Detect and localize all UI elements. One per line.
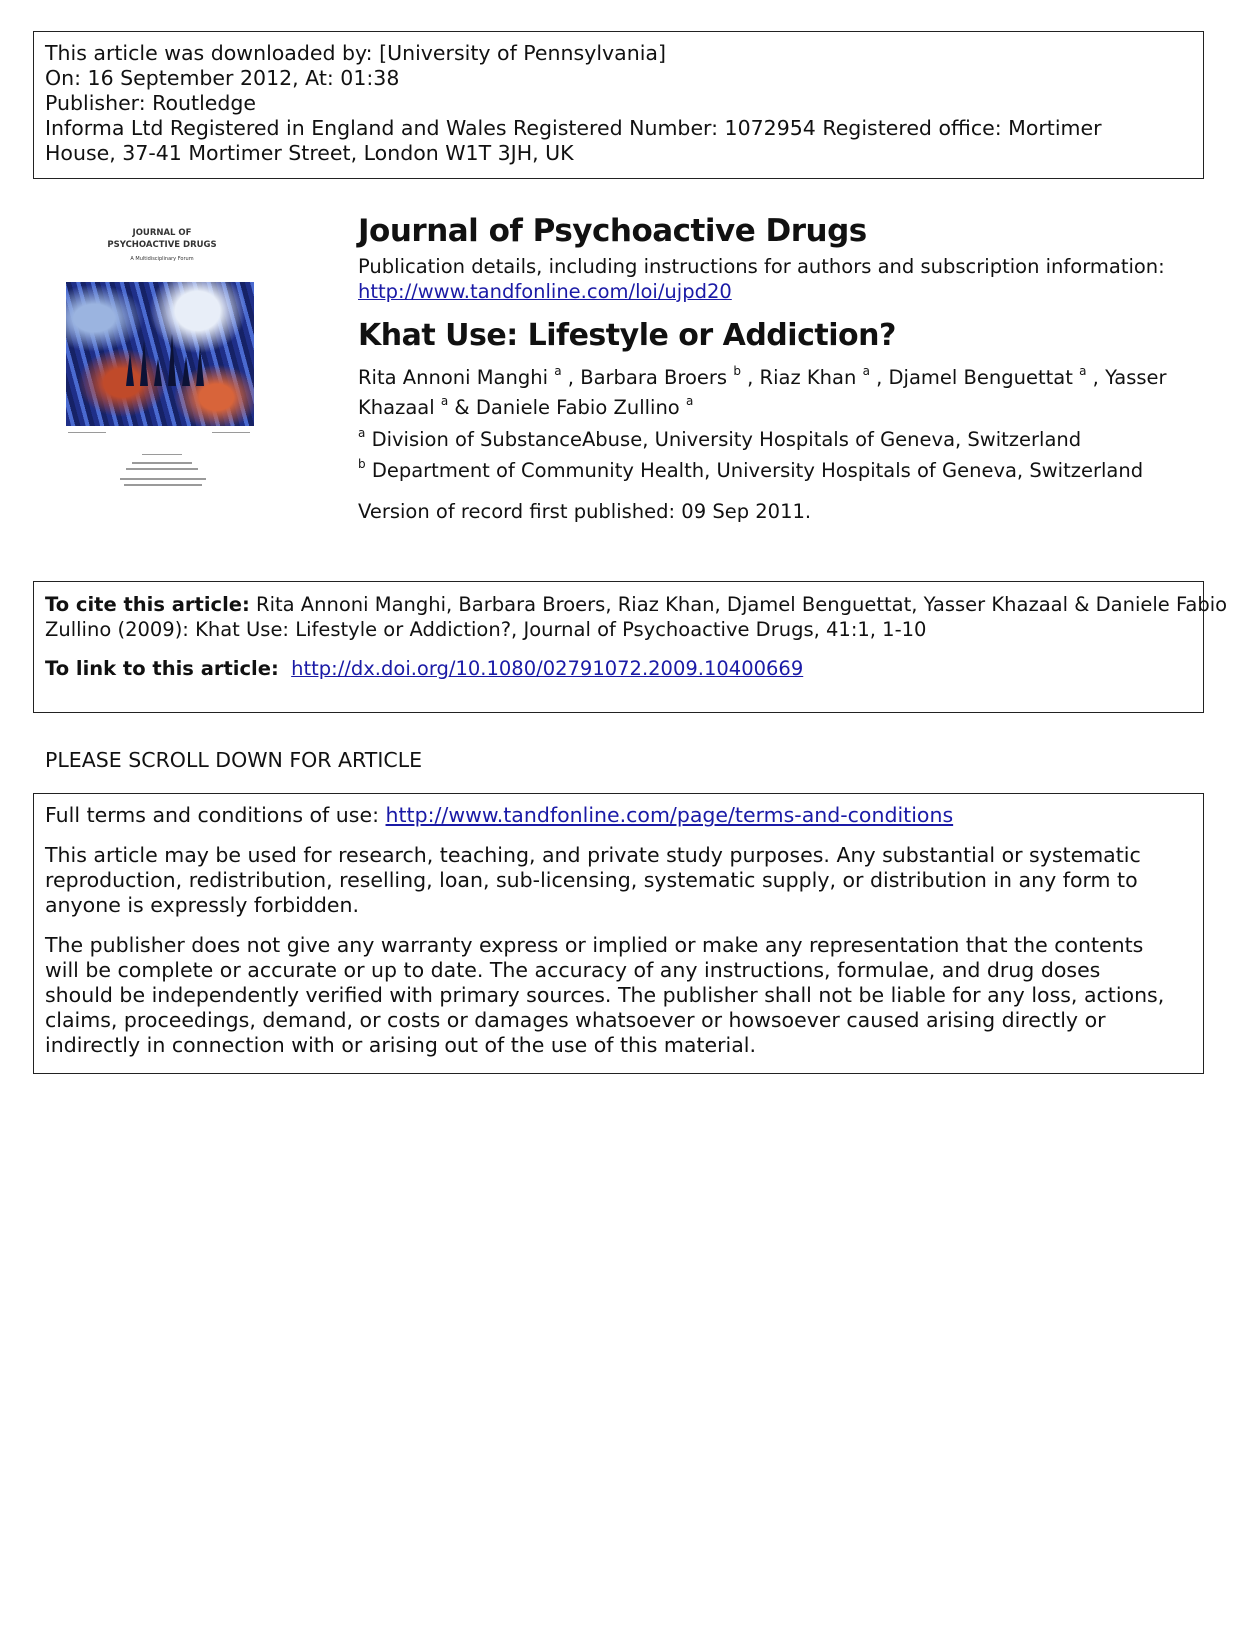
- author-name: Rita Annoni Manghi: [358, 366, 549, 389]
- cover-title-line1: JOURNAL OF: [132, 228, 192, 238]
- citation-line-1: [45, 592, 1228, 617]
- author-name: Daniele Fabio Zullino: [475, 396, 680, 419]
- affiliation-mark: b: [358, 457, 366, 471]
- author-separator: ,: [740, 366, 760, 389]
- download-line: Informa Ltd Registered in England and Wales Registered Number: 1072954 Registered office: Mortimer: [45, 116, 1102, 140]
- citation-line-2: Zullino (2009): Khat Use: Lifestyle or Addiction?, Journal of Psychoactive Drugs, 41:1, 1-10: [45, 618, 927, 641]
- paragraph-line: This article may be used for research, teaching, and private study purposes. Any substantial or systematic: [45, 843, 1141, 867]
- affiliation-text: Division of SubstanceAbuse, University Hospitals of Geneva, Switzerland: [371, 428, 1082, 451]
- author-separator: ,: [869, 366, 889, 389]
- author-affiliation-mark: a: [685, 394, 694, 408]
- affiliation-item: [358, 455, 1143, 486]
- doi-link[interactable]: http://dx.doi.org/10.1080/02791072.2009.10400669: [291, 657, 804, 680]
- author-name: Riaz Khan: [759, 366, 857, 389]
- paragraph-line: indirectly in connection with or arising out of the use of this material.: [45, 1033, 756, 1057]
- author-affiliation-mark: a: [1079, 364, 1087, 378]
- article-title: Khat Use: Lifestyle or Addiction?: [358, 318, 896, 353]
- author-line-1: [358, 363, 1167, 393]
- version-of-record: Version of record first published: 09 Sep 2011.: [358, 500, 812, 523]
- affiliation-text: Department of Community Health, University Hospitals of Geneva, Switzerland: [371, 459, 1144, 482]
- cite-label: To cite this article:: [45, 593, 250, 616]
- article-link-row: [45, 656, 1192, 681]
- terms-label: Full terms and conditions of use:: [45, 803, 379, 827]
- paragraph-line: should be independently verified with primary sources. The publisher shall not be liable for any loss, actions,: [45, 983, 1165, 1007]
- journal-url-link[interactable]: http://www.tandfonline.com/loi/ujpd20: [358, 280, 732, 303]
- journal-cover-image: [62, 226, 262, 498]
- author-affiliation-mark: b: [733, 364, 741, 378]
- author-affiliation-mark: a: [554, 364, 562, 378]
- author-name: Barbara Broers: [580, 366, 728, 389]
- paragraph-line: claims, proceedings, demand, or costs or damages whatsoever or howsoever caused arising directly or: [45, 1008, 1106, 1032]
- paragraph-line: anyone is expressly forbidden.: [45, 893, 359, 917]
- affiliation-item: [358, 424, 1143, 455]
- terms-box: [33, 793, 1204, 1074]
- cover-artwork: [66, 282, 254, 426]
- author-separator: &: [448, 396, 476, 419]
- author-line-2: [358, 393, 1158, 423]
- journal-title: Journal of Psychoactive Drugs: [358, 213, 867, 249]
- author-name: Djamel Benguettat: [888, 366, 1073, 389]
- paragraph-line: reproduction, redistribution, reselling, loan, sub-licensing, systematic supply, or distribution in any form to: [45, 868, 1138, 892]
- download-line: On: 16 September 2012, At: 01:38: [45, 66, 400, 90]
- usage-paragraph: [45, 843, 1192, 918]
- citation-box: [33, 581, 1228, 713]
- paragraph-line: The publisher does not give any warranty express or implied or make any representation that the contents: [45, 933, 1144, 957]
- download-line: Publisher: Routledge: [45, 91, 257, 115]
- affiliation-mark: a: [358, 426, 366, 440]
- author-affiliation-mark: a: [862, 364, 870, 378]
- citation-text: Rita Annoni Manghi, Barbara Broers, Riaz Khan, Djamel Benguettat, Yasser Khazaal & Daniele Fabio: [256, 593, 1228, 616]
- terms-link-row: [45, 803, 1192, 828]
- disclaimer-paragraph: [45, 933, 1192, 1058]
- download-line: House, 37-41 Mortimer Street, London W1T 3JH, UK: [45, 141, 574, 165]
- paragraph-line: will be complete or accurate or up to date. The accuracy of any instructions, formulae, and drug doses: [45, 958, 1101, 982]
- author-list: [358, 363, 1167, 423]
- affiliation-list: [358, 424, 1143, 486]
- terms-link[interactable]: http://www.tandfonline.com/page/terms-and-conditions: [385, 803, 954, 827]
- cover-subtitle: A Multidisciplinary Forum: [130, 256, 194, 262]
- cover-title-line2: PSYCHOACTIVE DRUGS: [107, 240, 217, 250]
- publication-details: [358, 254, 1165, 304]
- author-name: Yasser: [1105, 366, 1167, 389]
- author-name: Khazaal: [358, 396, 435, 419]
- download-line: This article was downloaded by: [University of Pennsylvania]: [45, 41, 666, 65]
- author-separator: ,: [561, 366, 581, 389]
- download-info-box: [33, 31, 1204, 179]
- scroll-notice: PLEASE SCROLL DOWN FOR ARTICLE: [45, 748, 423, 772]
- link-label: To link to this article:: [45, 657, 279, 680]
- publication-details-text: Publication details, including instructions for authors and subscription information:: [358, 255, 1165, 278]
- author-separator: ,: [1086, 366, 1106, 389]
- author-affiliation-mark: a: [440, 394, 449, 408]
